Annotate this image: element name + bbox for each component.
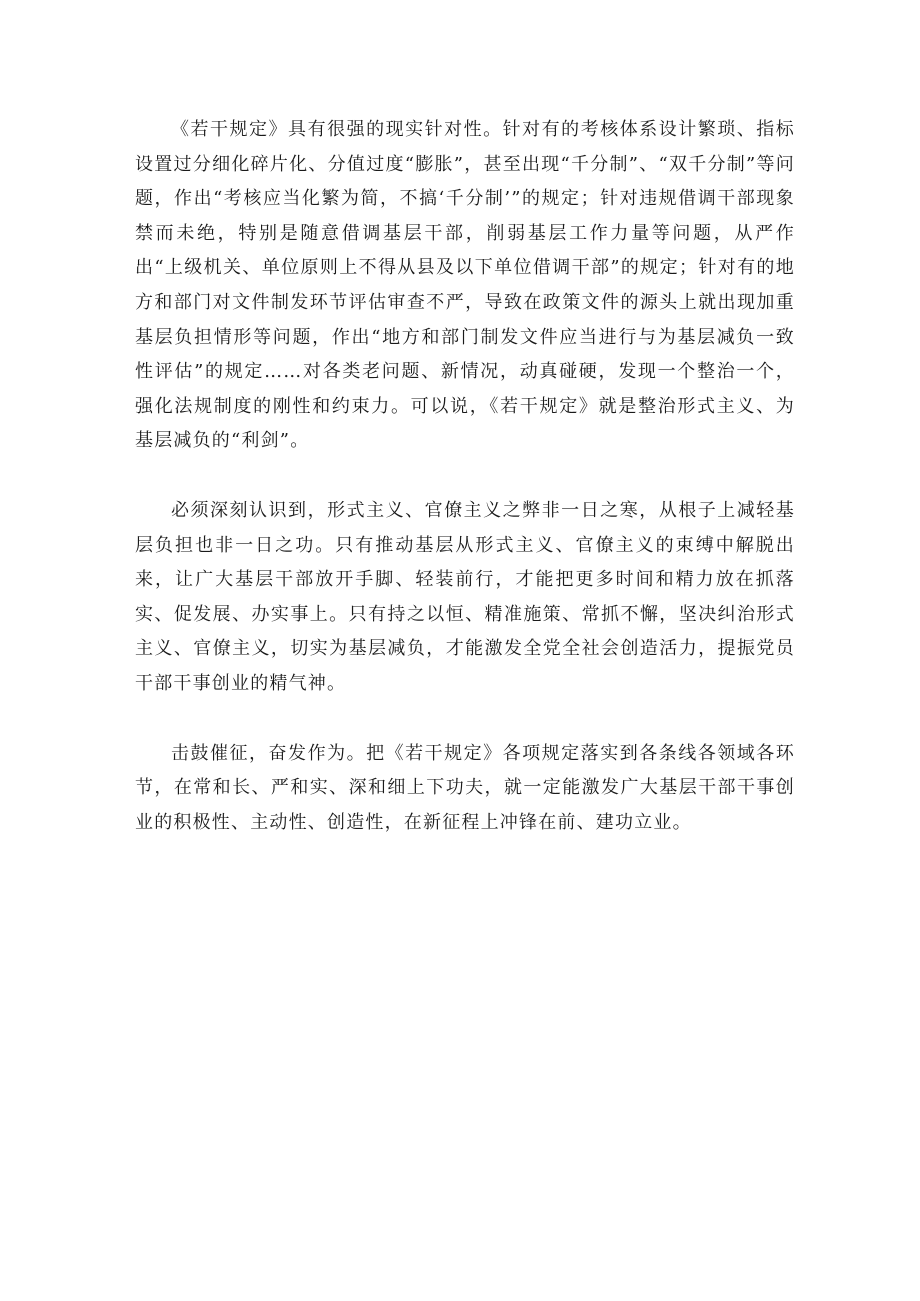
paragraph-3: 击鼓催征，奋发作为。把《若干规定》各项规定落实到各条线各领域各环节，在常和长、严和实、深和细上下功夫，就一定能激发广大基层干部干事创业的积极性、主动性、创造性，在新征程上冲锋在前、建功立业。 [135,742,795,833]
document-body [135,113,795,840]
paragraph-2: 必须深刻认识到，形式主义、官僚主义之弊非一日之寒，从根子上减轻基层负担也非一日之功。只有推动基层从形式主义、官僚主义的束缚中解脱出来，让广大基层干部放开手脚、轻装前行，才能把更多时间和精力放在抓落实、促发展、办实事上。只有持之以恒、精准施策、常抓不懈，坚决纠治形式主义、官僚主义，切实为基层减负，才能激发全党全社会创造活力，提振党员干部干事创业的精气神。 [135,499,795,694]
paragraph-1: 《若干规定》具有很强的现实针对性。针对有的考核体系设计繁琐、指标设置过分细化碎片化、分值过度“膨胀”，甚至出现“千分制”、“双千分制”等问题，作出“考核应当化繁为简，不搞‘千分制’”的规定；针对违规借调干部现象禁而未绝，特别是随意借调基层干部，削弱基层工作力量等问题，从严作出“上级机关、单位原则上不得从县及以下单位借调干部”的规定；针对有的地方和部门对文件制发环节评估审查不严，导致在政策文件的源头上就出现加重基层负担情形等问题，作出“地方和部门制发文件应当进行与为基层减负一致性评估”的规定……对各类老问题、新情况，动真碰硬，发现一个整治一个，强化法规制度的刚性和约束力。可以说，《若干规定》就是整治形式主义、为基层减负的“利剑”。 [135,119,795,452]
